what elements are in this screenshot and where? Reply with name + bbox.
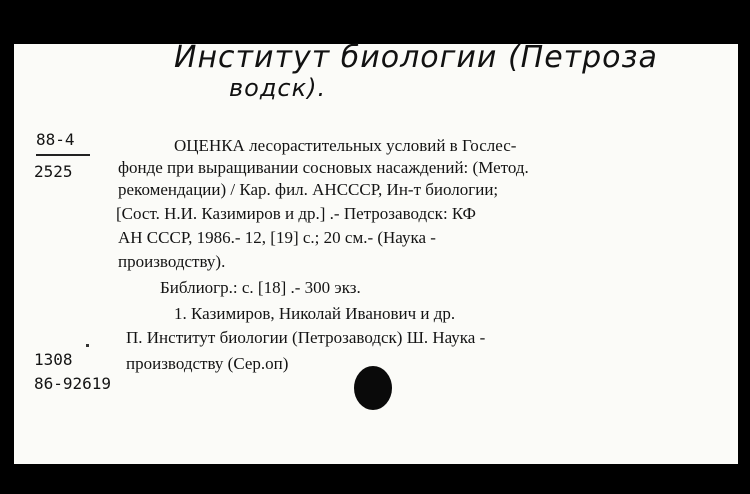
handwritten-note-line-1: Институт биологии (Петроза [174,40,658,75]
catalog-card [14,40,738,464]
shelfmark-top: 88-4 [36,130,75,149]
entry-tracing-1: 1. Казимиров, Николай Иванович и др. [174,304,456,323]
entry-line-6: производству). [118,252,226,271]
entry-tracing-3: производству (Сер.оп) [126,354,289,373]
shelfmark-divider [36,154,90,156]
record-number: 86-92619 [34,374,112,393]
entry-line-5: АН СССР, 1986.- 12, [19] с.; 20 см.- (Наука - [118,228,436,247]
entry-line-1: ОЦЕНКА лесорастительных условий в Гослес- [174,136,517,155]
entry-tracing-2: П. Институт биологии (Петрозаводск) Ш. Наука - [126,328,486,347]
entry-notes-bibliography: Библиогр.: с. [18] .- 300 экз. [160,278,361,297]
speck [86,344,89,347]
entry-line-2: фонде при выращивании сосновых насаждений: (Метод. [118,158,529,177]
shelfmark-bottom: 2525 [34,162,73,181]
punch-hole [354,366,392,410]
handwritten-note-line-2: водск). [229,74,327,102]
entry-line-4: [Сост. Н.И. Казимиров и др.] .- Петрозаводск: КФ [116,204,476,223]
accession-code: 1308 [34,350,73,369]
entry-line-3: рекомендации) / Кар. фил. АНСССР, Ин-т биологии; [118,180,499,199]
